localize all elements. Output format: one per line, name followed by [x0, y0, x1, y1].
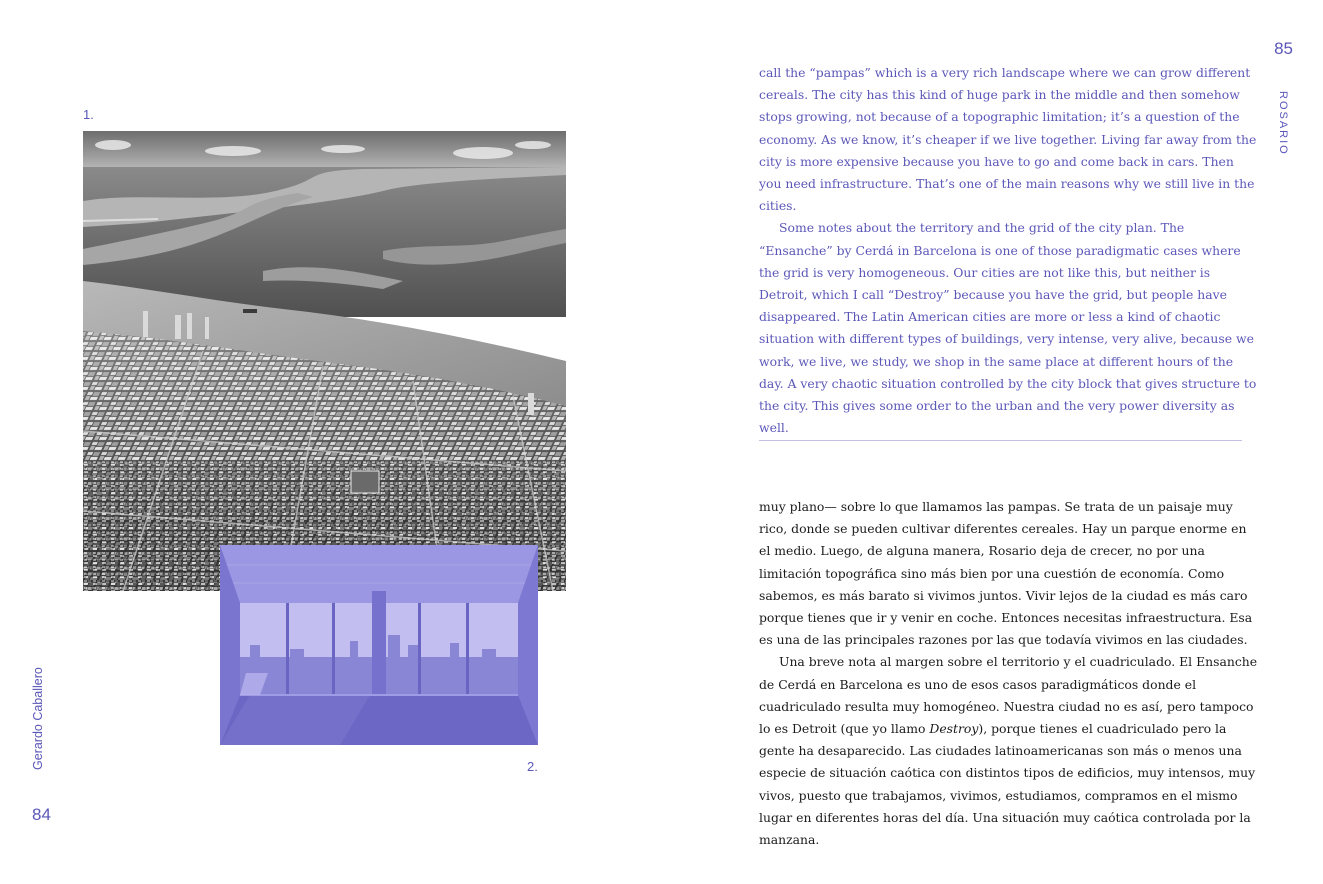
spanish-paragraph-2 [759, 651, 1259, 851]
author-running-head: Gerardo Caballero [31, 667, 45, 770]
english-text-block [759, 62, 1259, 439]
destroy-italic: Destroy [929, 721, 979, 737]
english-paragraph-2: Some notes about the territory and the grid of the city plan. The “Ensanche” by Cerdá in Barcelona is one of those paradigmatic cases where the grid is very homogeneous. Our cities are not like this, but neither is Detroit, which I call “Destroy” because you have the grid, but people have disappeared. The Latin American cities are more or less a kind of chaotic situation with different types of buildings, very intense, very alive, because we work, we live, we study, we shop in the same place at different hours of the day. A very chaotic situation controlled by the city block that gives structure to the city. This gives some order to the urban and the very power diversity as well. [759, 220, 1257, 436]
spanish-paragraph-1: muy plano— sobre lo que llamamos las pampas. Se trata de un paisaje muy rico, donde se pueden cultivar diferentes cereales. Hay un parque enorme en el medio. Luego, de alguna manera, Rosario deja de crecer, no por una limitación topográfica sino más bien por una cuestión de economía. Como sabemos, es más barato si vivimos juntos. Vivir lejos de la ciudad es más caro porque tienes que ir y venir en coche. Entonces necesitas infraestructura. Esa es una de las principales razones por las que todavía vivimos en las ciudades. [759, 499, 1253, 648]
figure-1-label: 1. [83, 107, 94, 122]
spanish-paragraph-2-start: Una breve nota al margen sobre el territorio y el cuadriculado. El Ensanche de Cerdá en Barcelona es uno de esos casos paradigmáticos donde el cuadriculado resulta muy homogéneo. Nuestra ciudad no es así, pero tampoco lo es Detroit (que yo llamo [759, 654, 1258, 737]
interior-room-photo [220, 545, 538, 745]
page-number-right: 85 [1274, 39, 1293, 58]
page-number-left: 84 [32, 805, 51, 824]
spanish-paragraph-2-end: ), porque tienes el cuadriculado pero la gente ha desaparecido. Las ciudades latinoamericanas son más o menos una especie de situación caótica con distintos tipos de edificios, muy intensos, muy vivos, puesto que trabajamos, vivimos, estudiamos, compramos en el mismo lugar en diferentes horas del día. Una situación muy caótica controlada por la manzana. [759, 721, 1256, 848]
english-paragraph-1: call the “pampas” which is a very rich landscape where we can grow different cereals. The city has this kind of huge park in the middle and then somehow stops growing, not because of a topographic limitation; it’s a question of the economy. As we know, it’s cheaper if we live together. Living far away from the city is more expensive because you have to go and come back in cars. Then you need infrastructure. That’s one of the main reasons why we still live in the cities. [759, 65, 1257, 214]
section-divider [759, 440, 1242, 441]
aerial-city-photo [83, 131, 566, 591]
section-running-head: ROSARIO [1277, 91, 1289, 156]
figure-2-label: 2. [527, 759, 538, 774]
spanish-text-block [759, 496, 1259, 851]
